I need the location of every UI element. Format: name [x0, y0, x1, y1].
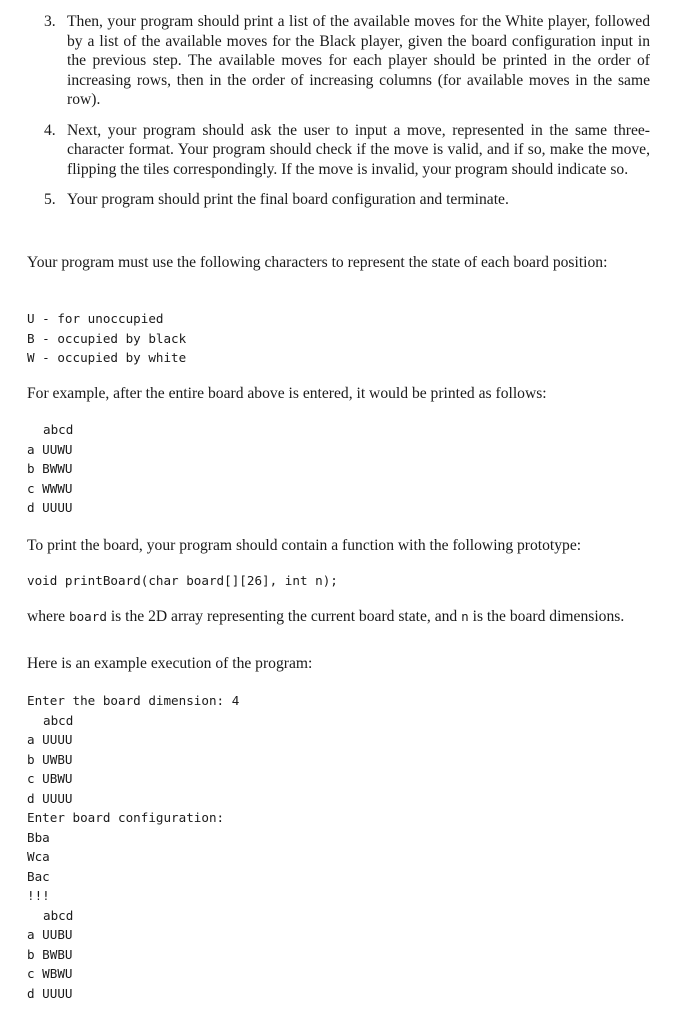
board-row: b BWBU — [27, 946, 73, 962]
execution-code-block — [27, 691, 649, 1003]
inline-code: board — [69, 609, 107, 624]
paragraph-text: is the board dimensions. — [472, 608, 625, 625]
list-item-number: 3. — [44, 13, 56, 30]
board-row: b BWWU — [27, 461, 73, 476]
list-item-text: Next, your program should ask the user to input a move, represented in the same three-character format. Your program should check if the move is valid, and if so, make the move, flipping the tiles correspondingly. If the move is invalid, your program should indicate so. — [67, 121, 650, 178]
legend-intro-paragraph: Your program must use the following characters to represent the state of each board position: — [27, 254, 608, 271]
input-line: Bac — [27, 868, 50, 884]
list-item — [44, 12, 650, 110]
board-row: d UUUU — [27, 985, 73, 1001]
code-line: U - for unoccupied — [27, 311, 164, 326]
execution-intro-paragraph: Here is an example execution of the program: — [27, 655, 313, 672]
input-line: Bba — [27, 829, 50, 845]
paragraph-text: is the 2D array representing the current board state, and — [110, 608, 458, 625]
board-header: abcd — [43, 712, 74, 728]
where-paragraph — [27, 607, 649, 627]
code-line: Enter the board dimension: 4 — [27, 693, 240, 708]
list-item-text: Then, your program should print a list of the available moves for the White player, followed by a list of the available moves for the Black player, given the board configuration input in the previous step. The available moves for each player should be printed in the order of increasing rows, then in the order of increasing columns (for available moves in the same row). — [67, 13, 650, 108]
board-row: a UUBU — [27, 927, 73, 942]
list-item — [44, 121, 650, 180]
list-item-text: Your program should print the final board configuration and terminate. — [67, 191, 509, 208]
code-line: Enter board configuration: — [27, 810, 225, 825]
legend-code-block — [27, 309, 649, 368]
input-line: Wca — [27, 849, 50, 864]
board-row: d UUUU — [27, 500, 73, 515]
board-row: c WBWU — [27, 966, 73, 981]
board-row: a UUWU — [27, 441, 73, 457]
list-item-number: 4. — [44, 121, 56, 139]
board-row: a UUUU — [27, 732, 73, 747]
list-item — [44, 190, 650, 210]
example-intro-paragraph: For example, after the entire board above is entered, it would be printed as follows: — [27, 385, 547, 402]
example-board-block — [27, 420, 649, 518]
requirements-list — [44, 12, 650, 210]
board-row: b UWBU — [27, 751, 73, 767]
code-line: B - occupied by black — [27, 330, 187, 346]
function-prototype: void printBoard(char board[][26], int n); — [27, 573, 338, 588]
board-row: d UUUU — [27, 790, 73, 806]
code-line: W - occupied by white — [27, 350, 187, 365]
print-intro-paragraph: To print the board, your program should contain a function with the following prototype: — [27, 537, 582, 554]
board-header: abcd — [43, 422, 74, 437]
board-row: c WWWU — [27, 480, 73, 496]
inline-code: n — [461, 609, 469, 624]
input-line: !!! — [27, 888, 50, 903]
list-item-number: 5. — [44, 191, 56, 208]
board-header: abcd — [43, 907, 74, 923]
paragraph-text: where — [27, 608, 66, 625]
board-row: c UBWU — [27, 771, 73, 786]
